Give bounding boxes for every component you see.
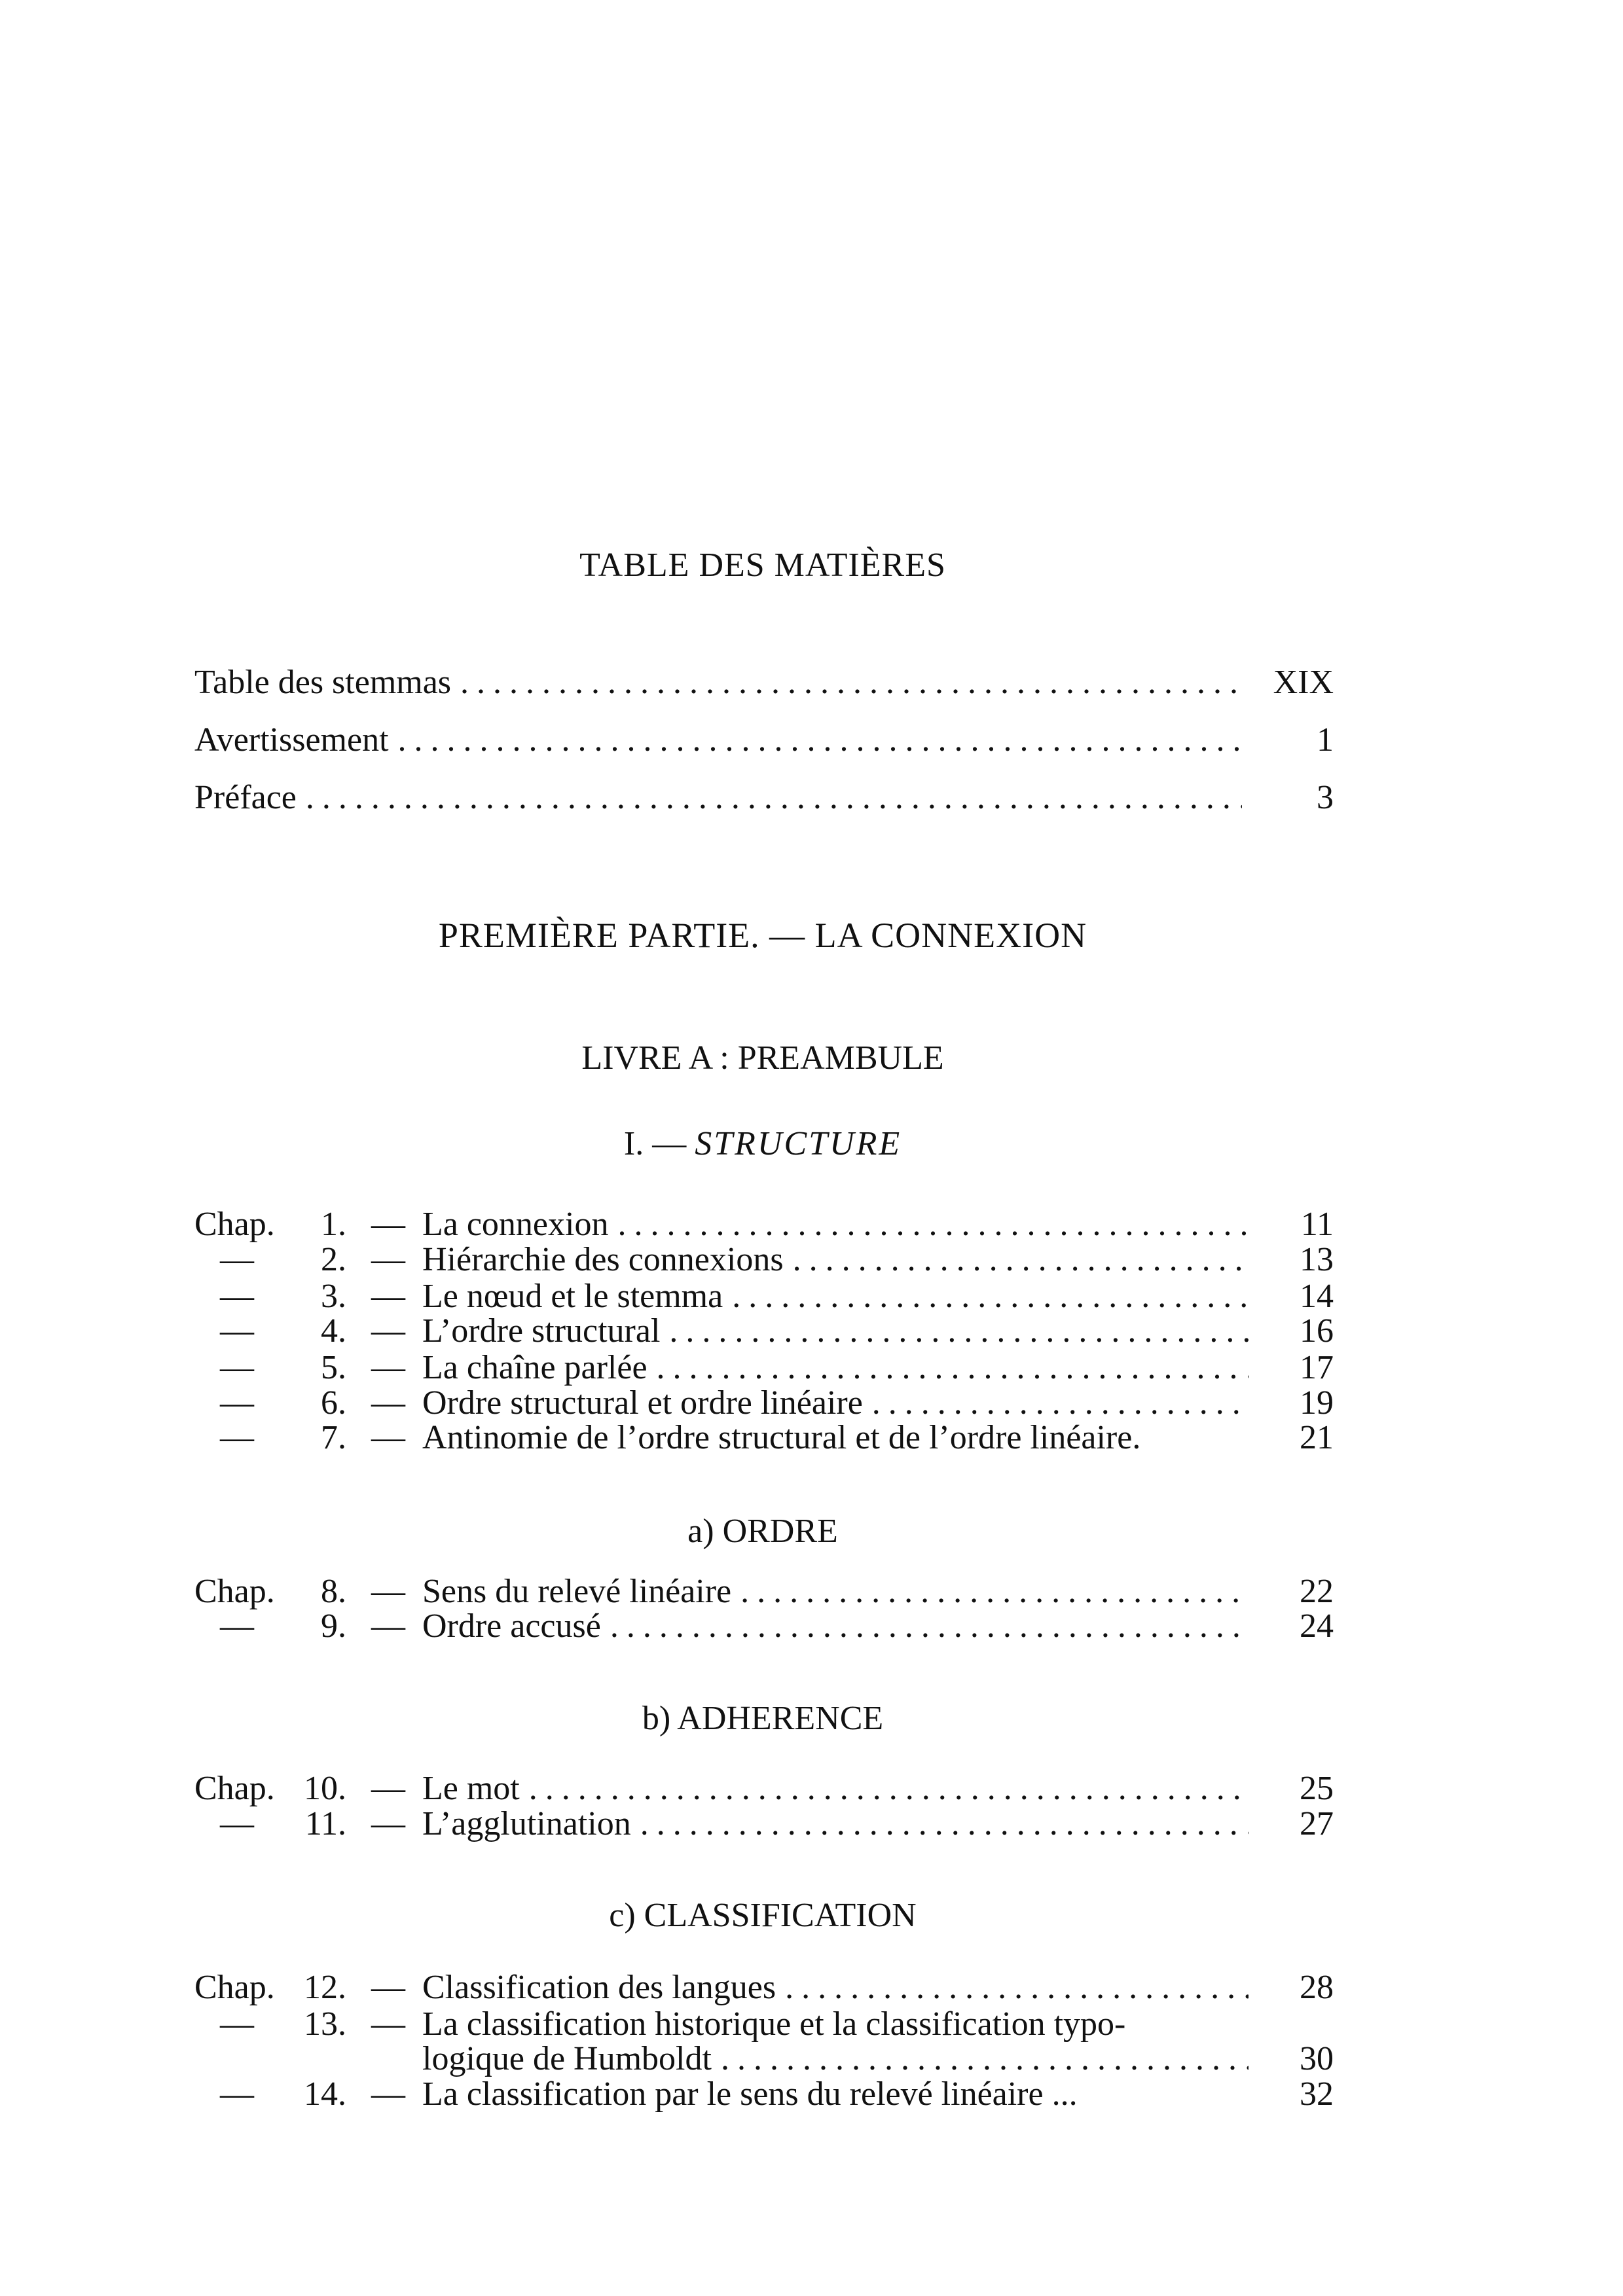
entry-title: Table des stemmas — [194, 664, 452, 701]
separator-dash: — — [371, 1969, 405, 2006]
chapter-page: 30 — [1300, 2040, 1334, 2077]
chapter-page: 28 — [1300, 1969, 1334, 2006]
chapter-page: 32 — [1300, 2075, 1334, 2113]
chapter-entry[interactable] — [194, 1313, 1334, 1350]
dot-leader — [460, 664, 1242, 701]
chapter-title: Le mot — [422, 1770, 520, 1807]
dot-leader — [721, 2041, 1249, 2077]
chapter-page: 22 — [1300, 1573, 1334, 1610]
chapter-title: La chaîne parlée — [422, 1350, 647, 1386]
chapter-page: 16 — [1300, 1312, 1334, 1350]
chapter-entry[interactable] — [194, 1806, 1334, 1842]
chapter-title-cont: logique de Humboldt — [422, 2041, 712, 2077]
entry-title: Préface — [194, 780, 297, 816]
chapter-page: 17 — [1300, 1349, 1334, 1386]
dot-leader — [732, 1278, 1249, 1315]
toc-entry[interactable] — [194, 664, 1334, 701]
chapter-title: Antinomie de l’ordre structural et de l’ordre linéaire. — [422, 1420, 1141, 1456]
toc-title: TABLE DES MATIÈRES — [579, 547, 946, 584]
dot-leader — [872, 1385, 1249, 1422]
separator-dash: — — [371, 1419, 405, 1456]
chapter-number: 8. — [321, 1573, 346, 1610]
separator-dash: — — [371, 1770, 405, 1807]
toc-entry[interactable] — [194, 780, 1334, 816]
dot-leader — [640, 1806, 1249, 1842]
subsection-heading: b) ADHERENCE — [642, 1700, 884, 1737]
dot-leader — [529, 1770, 1249, 1807]
ditto-mark: — — [220, 1384, 254, 1422]
dot-leader — [306, 780, 1242, 816]
chapter-title: Hiérarchie des connexions — [422, 1242, 784, 1278]
chapter-title: La connexion — [422, 1206, 609, 1243]
chapter-page: 27 — [1300, 1805, 1334, 1842]
chapter-page: 19 — [1300, 1384, 1334, 1422]
ditto-mark: — — [220, 1419, 254, 1456]
dot-leader — [740, 1573, 1249, 1610]
chapter-title: Ordre accusé — [422, 1608, 601, 1645]
separator-dash: — — [371, 1312, 405, 1350]
chapter-entry[interactable] — [194, 1969, 1334, 2006]
section-heading — [0, 1124, 1525, 1164]
chapter-number: 6. — [321, 1384, 346, 1422]
chapter-page: 24 — [1300, 1607, 1334, 1645]
chapter-number: 11. — [304, 1805, 346, 1842]
chapter-entry[interactable] — [194, 1350, 1334, 1386]
ditto-mark: — — [220, 2005, 254, 2043]
chapter-number: 7. — [321, 1419, 346, 1456]
book-heading: LIVRE A : PREAMBULE — [581, 1039, 944, 1077]
chapter-title: L’ordre structural — [422, 1313, 661, 1350]
chapter-number: 1. — [321, 1206, 346, 1243]
dot-leader — [610, 1608, 1249, 1645]
chapter-number: 13. — [304, 2005, 346, 2043]
chapter-number: 3. — [321, 1278, 346, 1315]
chapter-title: Le nœud et le stemma — [422, 1278, 723, 1315]
chapter-number: 4. — [321, 1312, 346, 1350]
dot-leader — [617, 1206, 1249, 1243]
chapter-page: 11 — [1300, 1206, 1334, 1243]
ditto-mark: — — [220, 1805, 254, 1842]
dot-leader — [793, 1242, 1249, 1278]
entry-title: Avertissement — [194, 722, 389, 759]
dot-leader — [669, 1313, 1249, 1350]
chapter-page: 25 — [1300, 1770, 1334, 1807]
part-heading: PREMIÈRE PARTIE. — LA CONNEXION — [438, 916, 1087, 955]
ditto-mark: — — [220, 2075, 254, 2113]
entry-page: 3 — [1317, 779, 1334, 816]
chapter-page: 21 — [1300, 1419, 1334, 1456]
dot-leader — [657, 1350, 1249, 1386]
dot-leader — [398, 722, 1242, 759]
chapter-entry[interactable] — [194, 1206, 1334, 1243]
chapter-title: La classification par le sens du relevé linéaire ... — [422, 2076, 1078, 2113]
chapter-page: 14 — [1300, 1278, 1334, 1315]
chapter-number: 2. — [321, 1241, 346, 1278]
chapter-entry[interactable] — [194, 1420, 1334, 1456]
chapter-entry[interactable] — [194, 1278, 1334, 1315]
separator-dash: — — [371, 1805, 405, 1842]
chapter-entry[interactable] — [194, 1242, 1334, 1278]
chapter-title: L’agglutination — [422, 1806, 631, 1842]
chapter-number: 5. — [321, 1349, 346, 1386]
chap-label: Chap. — [194, 1573, 275, 1610]
subsection-heading: c) CLASSIFICATION — [609, 1897, 917, 1934]
chapter-number: 14. — [304, 2075, 346, 2113]
ditto-mark: — — [220, 1278, 254, 1315]
entry-page: 1 — [1317, 721, 1334, 759]
chapter-entry-continuation[interactable] — [194, 2041, 1334, 2077]
ditto-mark: — — [220, 1241, 254, 1278]
chapter-entry[interactable] — [194, 1608, 1334, 1645]
chapter-entry[interactable] — [194, 1573, 1334, 1610]
chap-label: Chap. — [194, 1206, 275, 1243]
chapter-entry[interactable] — [194, 1770, 1334, 1807]
chapter-entry[interactable] — [194, 1385, 1334, 1422]
chapter-number: 10. — [304, 1770, 346, 1807]
subsection-heading: a) ORDRE — [687, 1513, 838, 1550]
ditto-mark: — — [220, 1312, 254, 1350]
chap-label: Chap. — [194, 1969, 275, 2006]
separator-dash: — — [371, 1206, 405, 1243]
separator-dash: — — [371, 1384, 405, 1422]
ditto-mark: — — [220, 1607, 254, 1645]
chapter-title: La classification historique et la classification typo- — [422, 2006, 1126, 2043]
dot-leader — [785, 1969, 1249, 2006]
chapter-title: Classification des langues — [422, 1969, 776, 2006]
chapter-entry[interactable] — [194, 2076, 1334, 2113]
separator-dash: — — [371, 1349, 405, 1386]
toc-entry[interactable] — [194, 722, 1334, 759]
chapter-number: 12. — [304, 1969, 346, 2006]
separator-dash: — — [371, 1278, 405, 1315]
separator-dash: — — [371, 2075, 405, 2113]
chapter-page: 13 — [1300, 1241, 1334, 1278]
chapter-number: 9. — [321, 1607, 346, 1645]
separator-dash: — — [371, 1607, 405, 1645]
ditto-mark: — — [220, 1349, 254, 1386]
chapter-title: Sens du relevé linéaire — [422, 1573, 732, 1610]
entry-page: XIX — [1273, 664, 1334, 701]
separator-dash: — — [371, 1241, 405, 1278]
chapter-title: Ordre structural et ordre linéaire — [422, 1385, 863, 1422]
separator-dash: — — [371, 1573, 405, 1610]
section-prefix: I. — — [623, 1125, 687, 1162]
chap-label: Chap. — [194, 1770, 275, 1807]
chapter-entry[interactable] — [194, 2006, 1334, 2043]
separator-dash: — — [371, 2005, 405, 2043]
section-title: STRUCTURE — [695, 1125, 902, 1162]
